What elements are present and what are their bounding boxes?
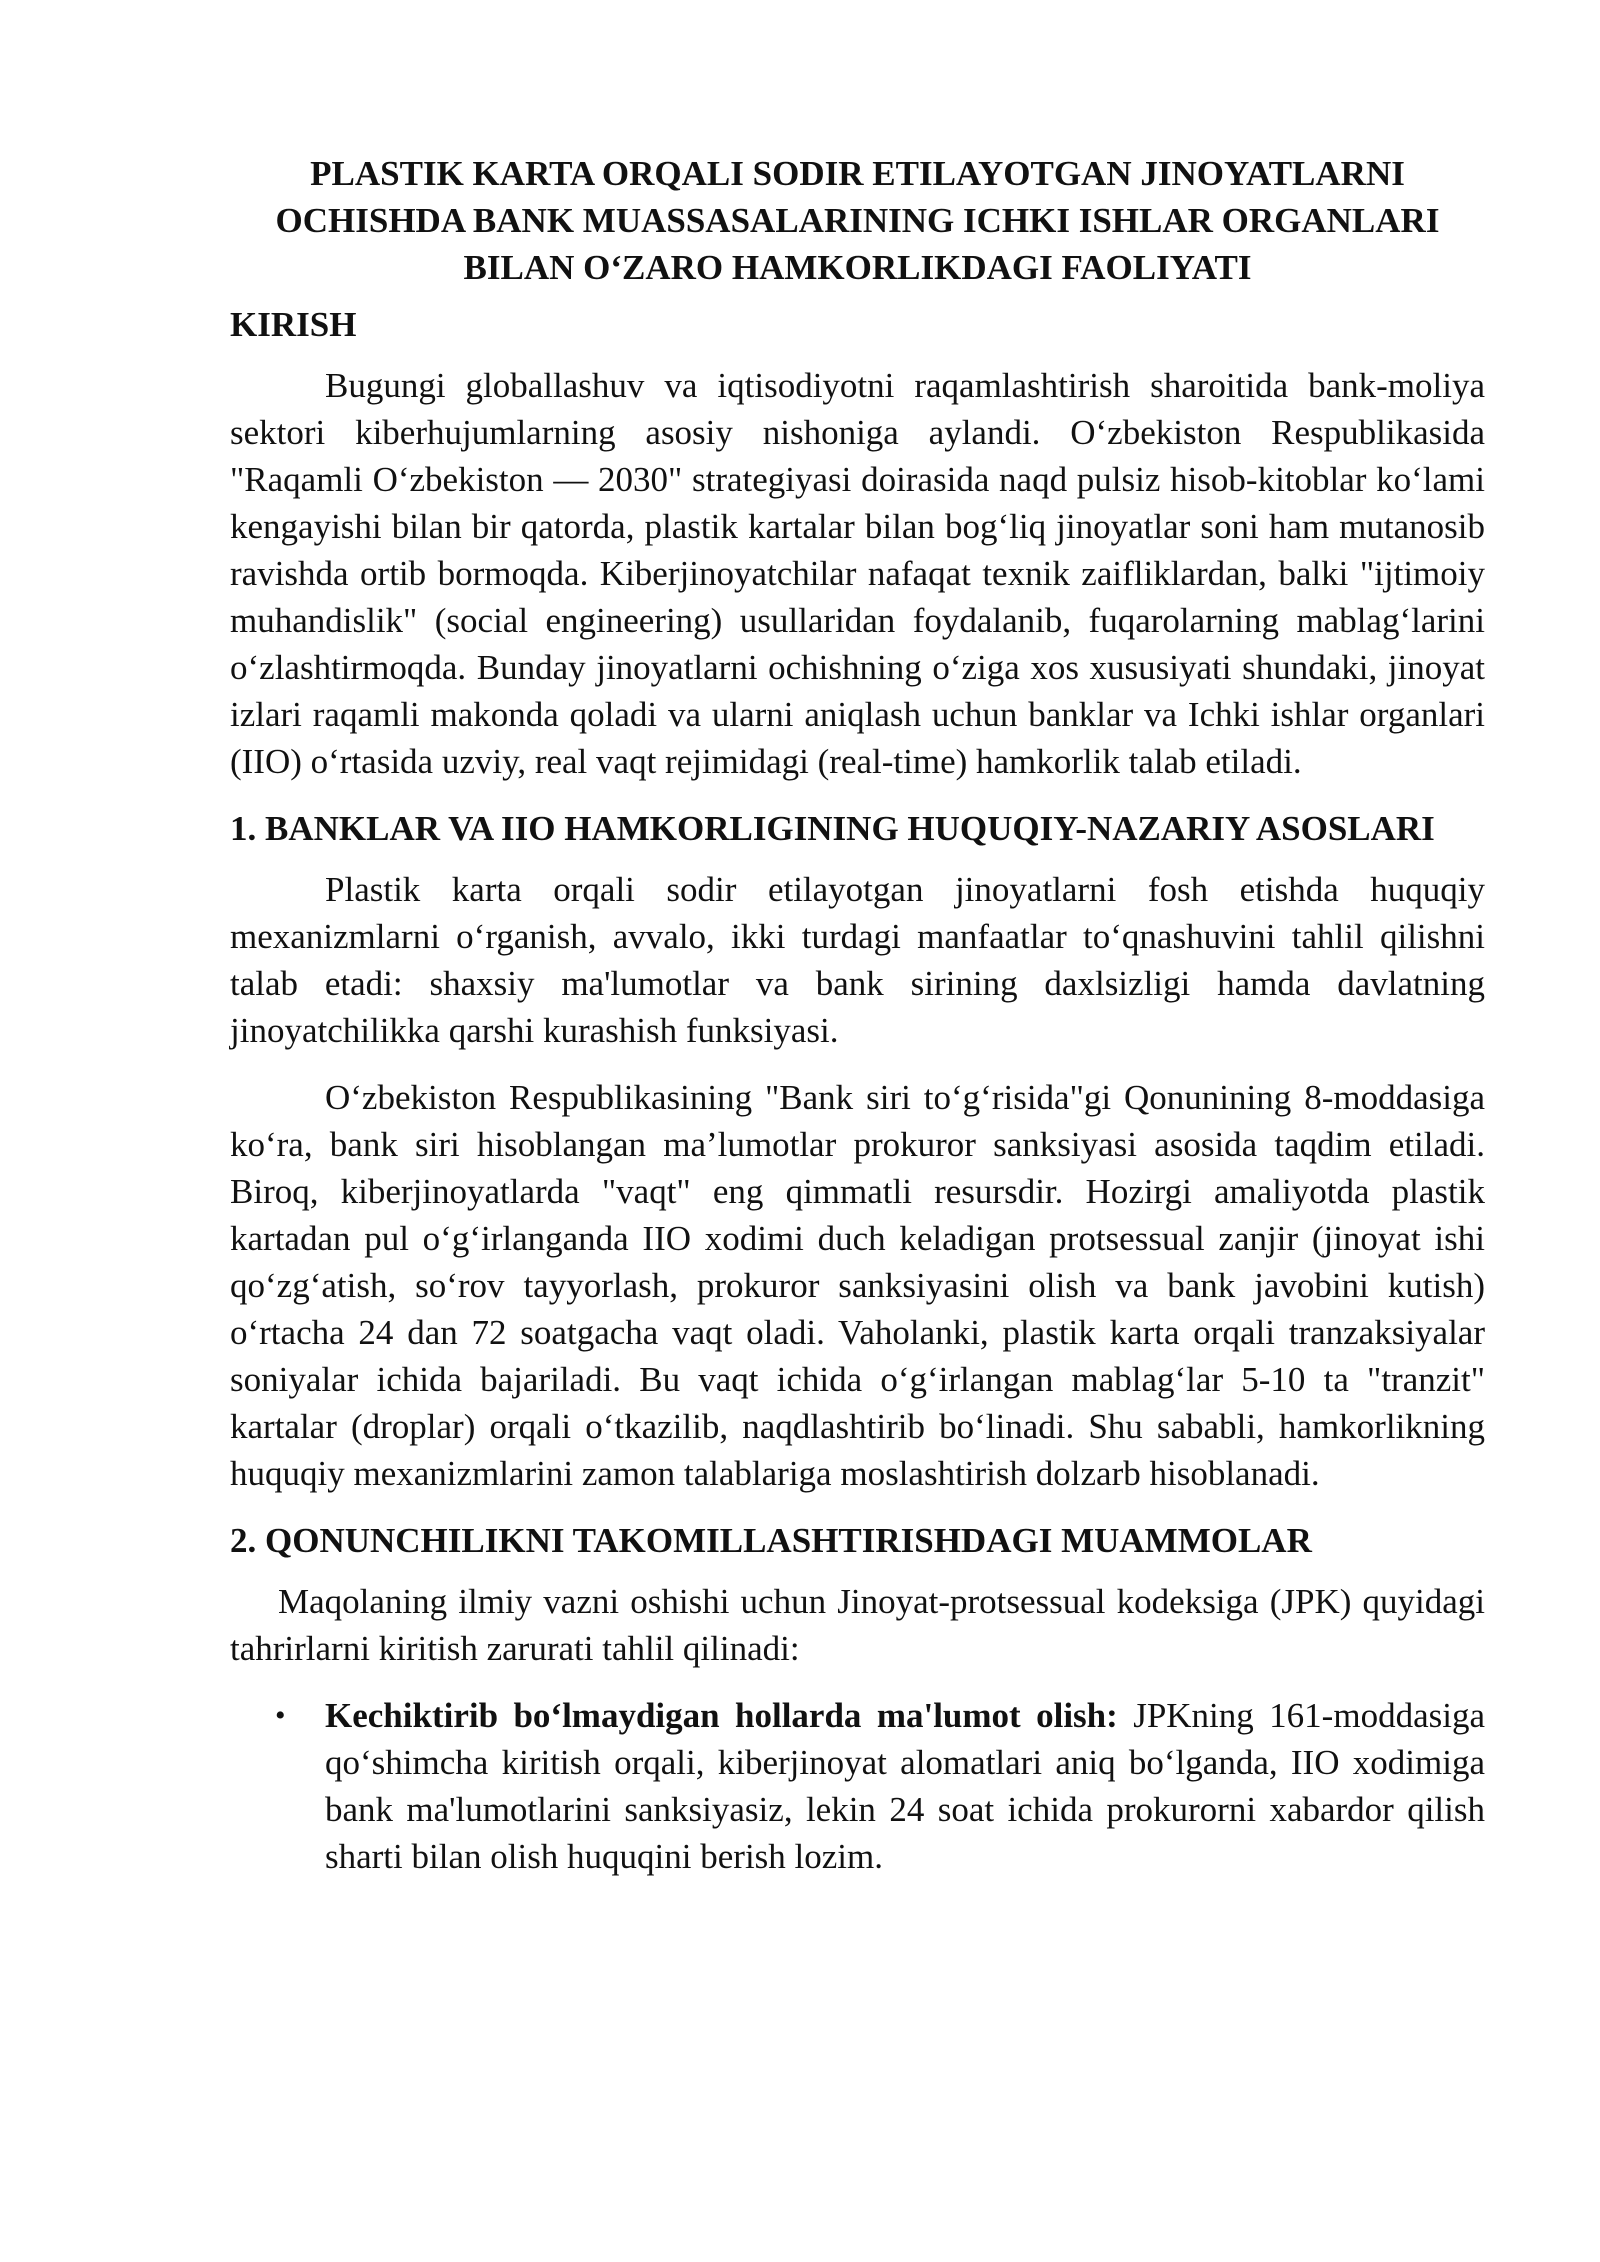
intro-heading: KIRISH — [230, 305, 357, 344]
bullet-text: JPKning 161-moddasiga qo‘shimcha kiritish orqali, kiberjinoyat alomatlari aniq bo‘lganda, IIO xodimiga bank ma'lumotlarini sanksiyasiz, lekin 24 soat ichida prokurorni xabardor qilish sharti bilan olish huquqini berish lozim. — [325, 1696, 1485, 1876]
document-title — [230, 150, 1485, 291]
title-line-1: PLASTIK KARTA ORQALI SODIR ETILAYOTGAN JINOYATLARNI — [310, 154, 1405, 193]
section-1-heading: 1. BANKLAR VA IIO HAMKORLIGINING HUQUQIY-NAZARIY ASOSLARI — [230, 809, 1435, 848]
list-item — [275, 1692, 1485, 1880]
bullet-bold-lead: Kechiktirib bo‘lmaydigan hollarda ma'lumot olish: — [325, 1696, 1118, 1735]
document-page — [230, 150, 1485, 1880]
section-2-paragraph: Maqolaning ilmiy vazni oshishi uchun Jinoyat-protsessual kodeksiga (JPK) quyidagi tahrirlarni kiritish zarurati tahlil qilinadi: — [230, 1582, 1485, 1668]
section-2-heading: 2. QONUNCHILIKNI TAKOMILLASHTIRISHDAGI MUAMMOLAR — [230, 1521, 1312, 1560]
bullet-icon: • — [275, 1699, 286, 1732]
intro-paragraph: Bugungi globallashuv va iqtisodiyotni raqamlashtirish sharoitida bank-moliya sektori kiberhujumlarning asosiy nishoniga aylandi. O‘zbekiston Respublikasida "Raqamli O‘zbekiston — 2030" strategiyasi doirasida naqd pulsiz hisob-kitoblar ko‘lami kengayishi bilan bir qatorda, plastik kartalar bilan bog‘liq jinoyatlar soni ham mutanosib ravishda ortib bormoqda. Kiberjinoyatchilar nafaqat texnik zaifliklardan, balki "ijtimoiy muhandislik" (social engineering) usullaridan foydalanib, fuqarolarning mablag‘larini o‘zlashtirmoqda. Bunday jinoyatlarni ochishning o‘ziga xos xususiyati shundaki, jinoyat izlari raqamli makonda qoladi va ularni aniqlash uchun banklar va Ichki ishlar organlari (IIO) o‘rtasida uzviy, real vaqt rejimidagi (real-time) hamkorlik talab etiladi. — [230, 366, 1485, 781]
bullet-list — [230, 1692, 1485, 1880]
title-line-3: BILAN O‘ZARO HAMKORLIKDAGI FAOLIYATI — [463, 248, 1252, 287]
title-line-2: OCHISHDA BANK MUASSASALARINING ICHKI ISHLAR ORGANLARI — [275, 201, 1440, 240]
section-1-paragraph-1: Plastik karta orqali sodir etilayotgan jinoyatlarni fosh etishda huquqiy mexanizmlarni o‘rganish, avvalo, ikki turdagi manfaatlar to‘qnashuvini tahlil qilishni talab etadi: shaxsiy ma'lumotlar va bank sirining daxlsizligi hamda davlatning jinoyatchilikka qarshi kurashish funksiyasi. — [230, 870, 1485, 1050]
section-1-paragraph-2: O‘zbekiston Respublikasining "Bank siri to‘g‘risida"gi Qonunining 8-moddasiga ko‘ra, bank siri hisoblangan ma’lumotlar prokuror sanksiyasi asosida taqdim etiladi. Biroq, kiberjinoyatlarda "vaqt" eng qimmatli resursdir. Hozirgi amaliyotda plastik kartadan pul o‘g‘irlanganda IIO xodimi duch keladigan protsessual zanjir (jinoyat ishi qo‘zg‘atish, so‘rov tayyorlash, prokuror sanksiyasini olish va bank javobini kutish) o‘rtacha 24 dan 72 soatgacha vaqt oladi. Vaholanki, plastik karta orqali tranzaksiyalar soniyalar ichida bajariladi. Bu vaqt ichida o‘g‘irlangan mablag‘lar 5-10 ta "tranzit" kartalar (droplar) orqali o‘tkazilib, naqdlashtirib bo‘linadi. Shu sababli, hamkorlikning huquqiy mexanizmlarini zamon talablariga moslashtirish dolzarb hisoblanadi. — [230, 1078, 1485, 1493]
